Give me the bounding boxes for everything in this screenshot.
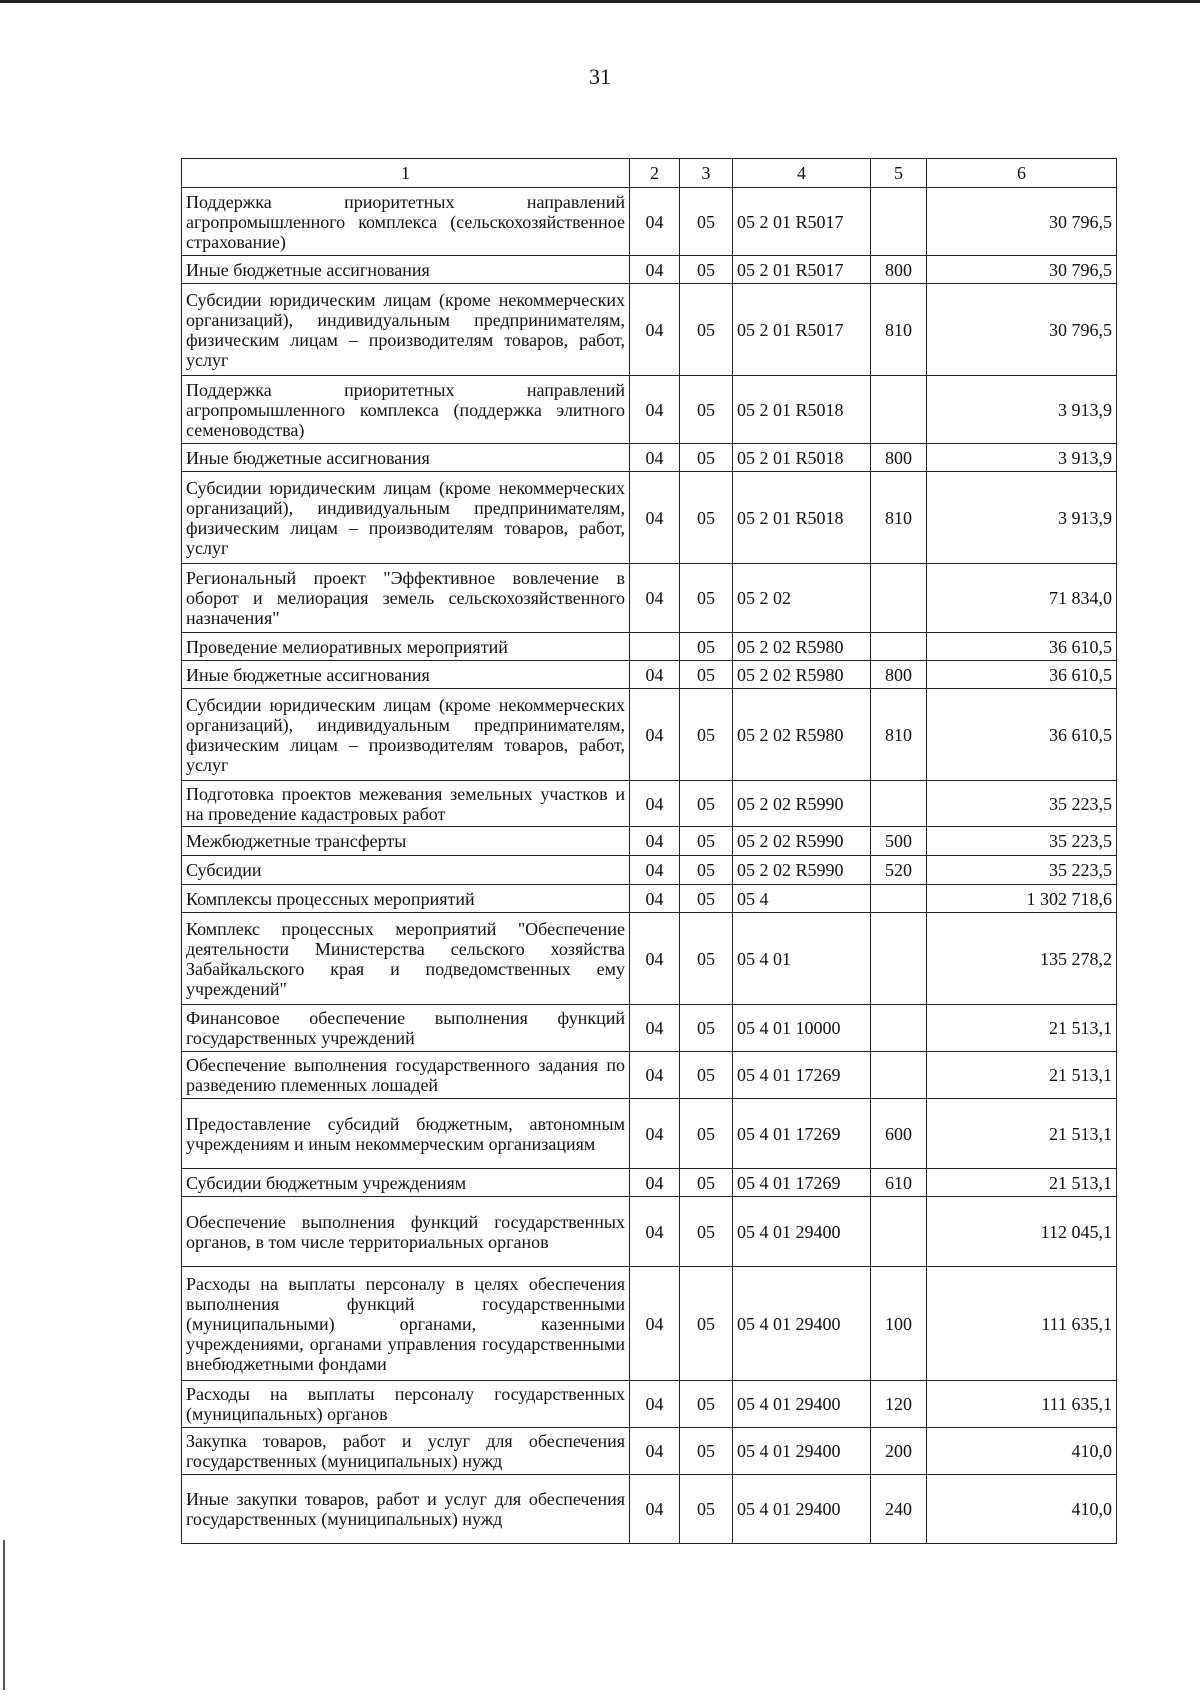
row-subsection: 05 bbox=[680, 1169, 733, 1197]
row-subsection: 05 bbox=[680, 827, 733, 856]
row-amount: 135 278,2 bbox=[927, 913, 1117, 1005]
row-section: 04 bbox=[630, 256, 680, 284]
row-subsection: 05 bbox=[680, 1428, 733, 1475]
row-subsection: 05 bbox=[680, 1267, 733, 1381]
row-expense-type: 800 bbox=[871, 444, 927, 472]
row-subsection: 05 bbox=[680, 1052, 733, 1099]
row-section: 04 bbox=[630, 472, 680, 564]
row-subsection: 05 bbox=[680, 633, 733, 661]
row-section: 04 bbox=[630, 1197, 680, 1267]
row-target-code: 05 2 02 R5980 bbox=[733, 633, 871, 661]
row-target-code: 05 4 bbox=[733, 885, 871, 913]
row-section: 04 bbox=[630, 1005, 680, 1052]
header-col-5: 5 bbox=[871, 159, 927, 188]
table-row bbox=[182, 827, 1117, 856]
row-target-code: 05 4 01 10000 bbox=[733, 1005, 871, 1052]
row-amount: 36 610,5 bbox=[927, 633, 1117, 661]
row-expense-type bbox=[871, 633, 927, 661]
row-name: Проведение мелиоративных мероприятий bbox=[182, 633, 630, 661]
row-name: Расходы на выплаты персоналу в целях обеспечения выполнения функций государственными (муниципальными) органами, казенными учреждениями, органами управления государственными внебюджетными фондами bbox=[182, 1267, 630, 1381]
row-expense-type bbox=[871, 885, 927, 913]
table-row bbox=[182, 188, 1117, 256]
row-name: Поддержка приоритетных направлений агропромышленного комплекса (сельскохозяйственное страхование) bbox=[182, 188, 630, 256]
row-amount: 35 223,5 bbox=[927, 856, 1117, 885]
row-amount: 30 796,5 bbox=[927, 284, 1117, 376]
table-row bbox=[182, 1099, 1117, 1169]
row-subsection: 05 bbox=[680, 188, 733, 256]
header-col-3: 3 bbox=[680, 159, 733, 188]
row-expense-type: 810 bbox=[871, 284, 927, 376]
row-expense-type: 520 bbox=[871, 856, 927, 885]
row-amount: 21 513,1 bbox=[927, 1169, 1117, 1197]
row-name: Обеспечение выполнения функций государственных органов, в том числе территориальных органов bbox=[182, 1197, 630, 1267]
row-subsection: 05 bbox=[680, 856, 733, 885]
row-name: Закупка товаров, работ и услуг для обеспечения государственных (муниципальных) нужд bbox=[182, 1428, 630, 1475]
table-row bbox=[182, 1169, 1117, 1197]
table-row bbox=[182, 564, 1117, 633]
header-col-2: 2 bbox=[630, 159, 680, 188]
row-section: 04 bbox=[630, 564, 680, 633]
row-subsection: 05 bbox=[680, 885, 733, 913]
row-section: 04 bbox=[630, 284, 680, 376]
row-subsection: 05 bbox=[680, 661, 733, 689]
row-expense-type bbox=[871, 376, 927, 444]
row-amount: 21 513,1 bbox=[927, 1005, 1117, 1052]
row-section: 04 bbox=[630, 661, 680, 689]
row-section: 04 bbox=[630, 689, 680, 781]
row-target-code: 05 4 01 29400 bbox=[733, 1428, 871, 1475]
row-expense-type: 120 bbox=[871, 1381, 927, 1428]
row-subsection: 05 bbox=[680, 1381, 733, 1428]
row-target-code: 05 4 01 29400 bbox=[733, 1197, 871, 1267]
row-target-code: 05 2 01 R5018 bbox=[733, 472, 871, 564]
row-expense-type bbox=[871, 1052, 927, 1099]
row-name: Субсидии юридическим лицам (кроме некоммерческих организаций), индивидуальным предпринимателям, физическим лицам – производителям товаров, работ, услуг bbox=[182, 284, 630, 376]
row-section: 04 bbox=[630, 1052, 680, 1099]
row-subsection: 05 bbox=[680, 1099, 733, 1169]
row-section: 04 bbox=[630, 1428, 680, 1475]
row-name: Расходы на выплаты персоналу государственных (муниципальных) органов bbox=[182, 1381, 630, 1428]
row-subsection: 05 bbox=[680, 1005, 733, 1052]
row-subsection: 05 bbox=[680, 1197, 733, 1267]
row-subsection: 05 bbox=[680, 256, 733, 284]
row-subsection: 05 bbox=[680, 564, 733, 633]
row-target-code: 05 2 01 R5017 bbox=[733, 284, 871, 376]
row-target-code: 05 2 02 R5990 bbox=[733, 781, 871, 827]
table-row bbox=[182, 856, 1117, 885]
row-subsection: 05 bbox=[680, 376, 733, 444]
table-row bbox=[182, 256, 1117, 284]
row-expense-type: 800 bbox=[871, 661, 927, 689]
row-amount: 35 223,5 bbox=[927, 827, 1117, 856]
row-expense-type: 500 bbox=[871, 827, 927, 856]
table-row bbox=[182, 689, 1117, 781]
table-row bbox=[182, 444, 1117, 472]
table-row bbox=[182, 284, 1117, 376]
row-expense-type bbox=[871, 913, 927, 1005]
table-row bbox=[182, 913, 1117, 1005]
row-subsection: 05 bbox=[680, 472, 733, 564]
table-row bbox=[182, 1267, 1117, 1381]
row-target-code: 05 2 01 R5018 bbox=[733, 376, 871, 444]
row-amount: 410,0 bbox=[927, 1475, 1117, 1544]
row-target-code: 05 2 01 R5017 bbox=[733, 256, 871, 284]
row-expense-type bbox=[871, 188, 927, 256]
row-amount: 36 610,5 bbox=[927, 689, 1117, 781]
header-col-1: 1 bbox=[182, 159, 630, 188]
header-col-4: 4 bbox=[733, 159, 871, 188]
row-section: 04 bbox=[630, 376, 680, 444]
row-name: Субсидии юридическим лицам (кроме некоммерческих организаций), индивидуальным предпринимателям, физическим лицам – производителям товаров, работ, услуг bbox=[182, 689, 630, 781]
row-amount: 1 302 718,6 bbox=[927, 885, 1117, 913]
row-target-code: 05 4 01 17269 bbox=[733, 1169, 871, 1197]
row-amount: 21 513,1 bbox=[927, 1052, 1117, 1099]
row-name: Иные бюджетные ассигнования bbox=[182, 256, 630, 284]
row-section: 04 bbox=[630, 188, 680, 256]
row-amount: 3 913,9 bbox=[927, 444, 1117, 472]
row-subsection: 05 bbox=[680, 284, 733, 376]
row-name: Иные бюджетные ассигнования bbox=[182, 661, 630, 689]
row-name: Комплекс процессных мероприятий "Обеспечение деятельности Министерства сельского хозяйства Забайкальского края и подведомственных ему учреждений" bbox=[182, 913, 630, 1005]
row-subsection: 05 bbox=[680, 1475, 733, 1544]
row-amount: 3 913,9 bbox=[927, 472, 1117, 564]
row-section: 04 bbox=[630, 1475, 680, 1544]
row-expense-type bbox=[871, 1005, 927, 1052]
row-target-code: 05 4 01 29400 bbox=[733, 1475, 871, 1544]
budget-table bbox=[181, 158, 1117, 1544]
row-subsection: 05 bbox=[680, 913, 733, 1005]
row-name: Предоставление субсидий бюджетным, автономным учреждениям и иным некоммерческим организациям bbox=[182, 1099, 630, 1169]
row-target-code: 05 4 01 29400 bbox=[733, 1267, 871, 1381]
row-amount: 112 045,1 bbox=[927, 1197, 1117, 1267]
table-row bbox=[182, 661, 1117, 689]
page-number: 31 bbox=[589, 64, 611, 89]
row-section bbox=[630, 633, 680, 661]
row-expense-type: 100 bbox=[871, 1267, 927, 1381]
row-name: Субсидии bbox=[182, 856, 630, 885]
table-row bbox=[182, 781, 1117, 827]
table-row bbox=[182, 633, 1117, 661]
row-amount: 111 635,1 bbox=[927, 1381, 1117, 1428]
row-section: 04 bbox=[630, 1381, 680, 1428]
row-amount: 3 913,9 bbox=[927, 376, 1117, 444]
row-expense-type: 600 bbox=[871, 1099, 927, 1169]
row-section: 04 bbox=[630, 856, 680, 885]
row-subsection: 05 bbox=[680, 781, 733, 827]
row-name: Субсидии бюджетным учреждениям bbox=[182, 1169, 630, 1197]
row-expense-type: 610 bbox=[871, 1169, 927, 1197]
row-name: Комплексы процессных мероприятий bbox=[182, 885, 630, 913]
row-amount: 71 834,0 bbox=[927, 564, 1117, 633]
row-amount: 21 513,1 bbox=[927, 1099, 1117, 1169]
row-section: 04 bbox=[630, 781, 680, 827]
table-row bbox=[182, 1052, 1117, 1099]
row-target-code: 05 4 01 bbox=[733, 913, 871, 1005]
row-target-code: 05 2 02 bbox=[733, 564, 871, 633]
header-col-6: 6 bbox=[927, 159, 1117, 188]
row-target-code: 05 4 01 17269 bbox=[733, 1052, 871, 1099]
row-target-code: 05 4 01 17269 bbox=[733, 1099, 871, 1169]
row-amount: 111 635,1 bbox=[927, 1267, 1117, 1381]
row-target-code: 05 2 01 R5017 bbox=[733, 188, 871, 256]
row-name: Иные закупки товаров, работ и услуг для обеспечения государственных (муниципальных) нужд bbox=[182, 1475, 630, 1544]
row-expense-type: 800 bbox=[871, 256, 927, 284]
row-name: Иные бюджетные ассигнования bbox=[182, 444, 630, 472]
row-section: 04 bbox=[630, 885, 680, 913]
row-expense-type: 200 bbox=[871, 1428, 927, 1475]
row-section: 04 bbox=[630, 1169, 680, 1197]
table-header-row bbox=[182, 159, 1117, 188]
row-amount: 30 796,5 bbox=[927, 188, 1117, 256]
row-target-code: 05 2 01 R5018 bbox=[733, 444, 871, 472]
row-section: 04 bbox=[630, 913, 680, 1005]
row-target-code: 05 2 02 R5980 bbox=[733, 689, 871, 781]
row-target-code: 05 2 02 R5980 bbox=[733, 661, 871, 689]
row-expense-type bbox=[871, 564, 927, 633]
row-amount: 410,0 bbox=[927, 1428, 1117, 1475]
row-expense-type: 810 bbox=[871, 472, 927, 564]
table-row bbox=[182, 472, 1117, 564]
scan-top-edge bbox=[0, 0, 1200, 3]
row-name: Поддержка приоритетных направлений агропромышленного комплекса (поддержка элитного семеноводства) bbox=[182, 376, 630, 444]
table-row bbox=[182, 1197, 1117, 1267]
row-name: Подготовка проектов межевания земельных участков и на проведение кадастровых работ bbox=[182, 781, 630, 827]
row-name: Финансовое обеспечение выполнения функций государственных учреждений bbox=[182, 1005, 630, 1052]
row-amount: 30 796,5 bbox=[927, 256, 1117, 284]
row-amount: 35 223,5 bbox=[927, 781, 1117, 827]
row-target-code: 05 2 02 R5990 bbox=[733, 856, 871, 885]
table-row bbox=[182, 1005, 1117, 1052]
row-target-code: 05 4 01 29400 bbox=[733, 1381, 871, 1428]
table-row bbox=[182, 1475, 1117, 1544]
row-expense-type bbox=[871, 781, 927, 827]
row-expense-type: 240 bbox=[871, 1475, 927, 1544]
row-section: 04 bbox=[630, 1099, 680, 1169]
row-subsection: 05 bbox=[680, 689, 733, 781]
table-row bbox=[182, 376, 1117, 444]
row-subsection: 05 bbox=[680, 444, 733, 472]
row-target-code: 05 2 02 R5990 bbox=[733, 827, 871, 856]
scan-left-edge bbox=[3, 1540, 5, 1690]
row-name: Региональный проект "Эффективное вовлечение в оборот и мелиорация земель сельскохозяйственного назначения" bbox=[182, 564, 630, 633]
row-amount: 36 610,5 bbox=[927, 661, 1117, 689]
table-row bbox=[182, 885, 1117, 913]
table-row bbox=[182, 1428, 1117, 1475]
row-name: Обеспечение выполнения государственного задания по разведению племенных лошадей bbox=[182, 1052, 630, 1099]
row-section: 04 bbox=[630, 1267, 680, 1381]
row-name: Субсидии юридическим лицам (кроме некоммерческих организаций), индивидуальным предпринимателям, физическим лицам – производителям товаров, работ, услуг bbox=[182, 472, 630, 564]
table-row bbox=[182, 1381, 1117, 1428]
row-name: Межбюджетные трансферты bbox=[182, 827, 630, 856]
row-section: 04 bbox=[630, 444, 680, 472]
row-expense-type: 810 bbox=[871, 689, 927, 781]
row-section: 04 bbox=[630, 827, 680, 856]
row-expense-type bbox=[871, 1197, 927, 1267]
